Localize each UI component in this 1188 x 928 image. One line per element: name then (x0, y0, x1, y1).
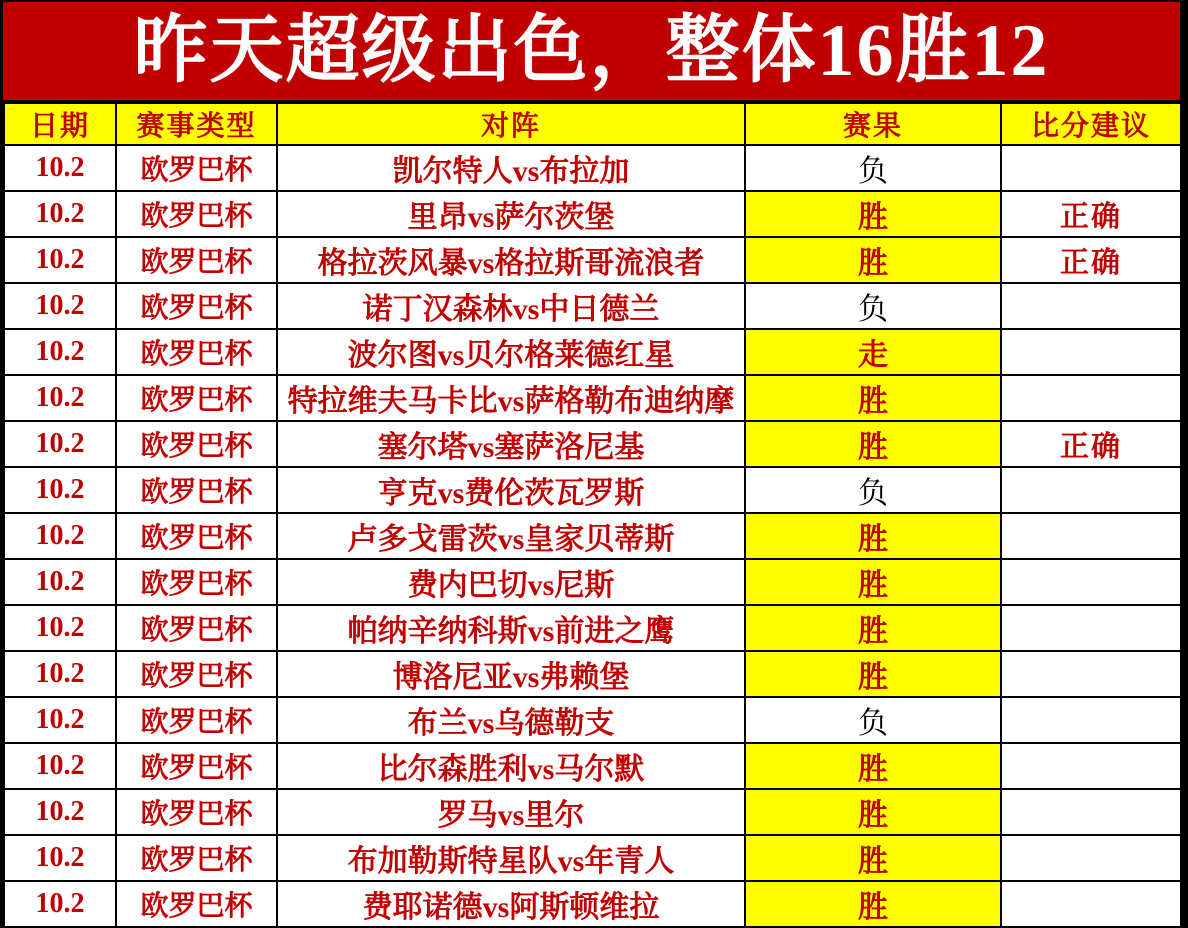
result-cell: 胜 (745, 375, 1001, 421)
advice-cell: 正确 (1001, 421, 1181, 467)
advice-cell (1001, 605, 1181, 651)
match-cell: 波尔图vs贝尔格莱德红星 (277, 329, 745, 375)
date-cell: 10.2 (4, 467, 116, 513)
date-cell: 10.2 (4, 145, 116, 191)
date-cell: 10.2 (4, 651, 116, 697)
match-cell: 比尔森胜利vs马尔默 (277, 743, 745, 789)
match-cell: 布加勒斯特星队vs年青人 (277, 835, 745, 881)
date-cell: 10.2 (4, 605, 116, 651)
advice-cell: 正确 (1001, 191, 1181, 237)
table-row (4, 375, 1181, 421)
league-cell: 欧罗巴杯 (116, 283, 277, 329)
table-row (4, 421, 1181, 467)
league-cell: 欧罗巴杯 (116, 375, 277, 421)
result-cell: 胜 (745, 559, 1001, 605)
date-cell: 10.2 (4, 513, 116, 559)
advice-cell (1001, 697, 1181, 743)
table-row (4, 697, 1181, 743)
league-cell: 欧罗巴杯 (116, 191, 277, 237)
result-cell: 负 (745, 697, 1001, 743)
banner (3, 2, 1180, 100)
advice-cell (1001, 145, 1181, 191)
result-cell: 胜 (745, 605, 1001, 651)
table-row (4, 559, 1181, 605)
table-row (4, 191, 1181, 237)
date-cell: 10.2 (4, 283, 116, 329)
league-cell: 欧罗巴杯 (116, 513, 277, 559)
result-cell: 胜 (745, 191, 1001, 237)
match-cell: 塞尔塔vs塞萨洛尼基 (277, 421, 745, 467)
date-cell: 10.2 (4, 835, 116, 881)
league-cell: 欧罗巴杯 (116, 743, 277, 789)
league-cell: 欧罗巴杯 (116, 697, 277, 743)
results-table-header (4, 103, 1181, 145)
league-cell: 欧罗巴杯 (116, 237, 277, 283)
advice-cell (1001, 329, 1181, 375)
result-cell: 胜 (745, 237, 1001, 283)
date-cell: 10.2 (4, 375, 116, 421)
table-row (4, 329, 1181, 375)
date-cell: 10.2 (4, 329, 116, 375)
date-cell: 10.2 (4, 743, 116, 789)
league-cell: 欧罗巴杯 (116, 651, 277, 697)
banner-title: 昨天超级出色，整体16胜12 (133, 10, 1050, 92)
advice-cell (1001, 881, 1181, 927)
result-cell: 负 (745, 283, 1001, 329)
result-cell: 胜 (745, 513, 1001, 559)
advice-cell (1001, 513, 1181, 559)
league-cell: 欧罗巴杯 (116, 329, 277, 375)
league-cell: 欧罗巴杯 (116, 467, 277, 513)
column-header-advice: 比分建议 (1001, 103, 1181, 145)
column-header-date: 日期 (4, 103, 116, 145)
result-cell: 胜 (745, 789, 1001, 835)
league-cell: 欧罗巴杯 (116, 145, 277, 191)
league-cell: 欧罗巴杯 (116, 789, 277, 835)
advice-cell (1001, 789, 1181, 835)
result-cell: 胜 (745, 651, 1001, 697)
result-cell: 胜 (745, 743, 1001, 789)
league-cell: 欧罗巴杯 (116, 605, 277, 651)
result-cell: 负 (745, 145, 1001, 191)
advice-cell (1001, 283, 1181, 329)
table-row (4, 283, 1181, 329)
date-cell: 10.2 (4, 191, 116, 237)
league-cell: 欧罗巴杯 (116, 421, 277, 467)
header-row (4, 103, 1181, 145)
column-header-match: 对阵 (277, 103, 745, 145)
match-cell: 布兰vs乌德勒支 (277, 697, 745, 743)
result-cell: 走 (745, 329, 1001, 375)
table-row (4, 513, 1181, 559)
league-cell: 欧罗巴杯 (116, 559, 277, 605)
advice-cell (1001, 467, 1181, 513)
result-cell: 胜 (745, 421, 1001, 467)
table-row (4, 605, 1181, 651)
result-cell: 胜 (745, 835, 1001, 881)
table-row (4, 145, 1181, 191)
advice-cell: 正确 (1001, 237, 1181, 283)
result-cell: 胜 (745, 881, 1001, 927)
table-row (4, 835, 1181, 881)
advice-cell (1001, 743, 1181, 789)
table-row (4, 237, 1181, 283)
table-row (4, 789, 1181, 835)
advice-cell (1001, 835, 1181, 881)
advice-cell (1001, 559, 1181, 605)
date-cell: 10.2 (4, 789, 116, 835)
match-cell: 里昂vs萨尔茨堡 (277, 191, 745, 237)
league-cell: 欧罗巴杯 (116, 881, 277, 927)
date-cell: 10.2 (4, 881, 116, 927)
match-cell: 特拉维夫马卡比vs萨格勒布迪纳摩 (277, 375, 745, 421)
date-cell: 10.2 (4, 421, 116, 467)
column-header-league: 赛事类型 (116, 103, 277, 145)
match-cell: 卢多戈雷茨vs皇家贝蒂斯 (277, 513, 745, 559)
table-row (4, 651, 1181, 697)
advice-cell (1001, 651, 1181, 697)
date-cell: 10.2 (4, 559, 116, 605)
match-cell: 罗马vs里尔 (277, 789, 745, 835)
date-cell: 10.2 (4, 237, 116, 283)
match-cell: 诺丁汉森林vs中日德兰 (277, 283, 745, 329)
column-header-result: 赛果 (745, 103, 1001, 145)
match-cell: 亨克vs费伦茨瓦罗斯 (277, 467, 745, 513)
match-cell: 费耶诺德vs阿斯顿维拉 (277, 881, 745, 927)
match-cell: 凯尔特人vs布拉加 (277, 145, 745, 191)
result-cell: 负 (745, 467, 1001, 513)
results-table (3, 102, 1182, 928)
match-cell: 博洛尼亚vs弗赖堡 (277, 651, 745, 697)
match-cell: 格拉茨风暴vs格拉斯哥流浪者 (277, 237, 745, 283)
table-row (4, 881, 1181, 927)
league-cell: 欧罗巴杯 (116, 835, 277, 881)
advice-cell (1001, 375, 1181, 421)
date-cell: 10.2 (4, 697, 116, 743)
match-cell: 费内巴切vs尼斯 (277, 559, 745, 605)
match-cell: 帕纳辛纳科斯vs前进之鹰 (277, 605, 745, 651)
results-table-body (4, 145, 1181, 927)
table-row (4, 467, 1181, 513)
table-row (4, 743, 1181, 789)
